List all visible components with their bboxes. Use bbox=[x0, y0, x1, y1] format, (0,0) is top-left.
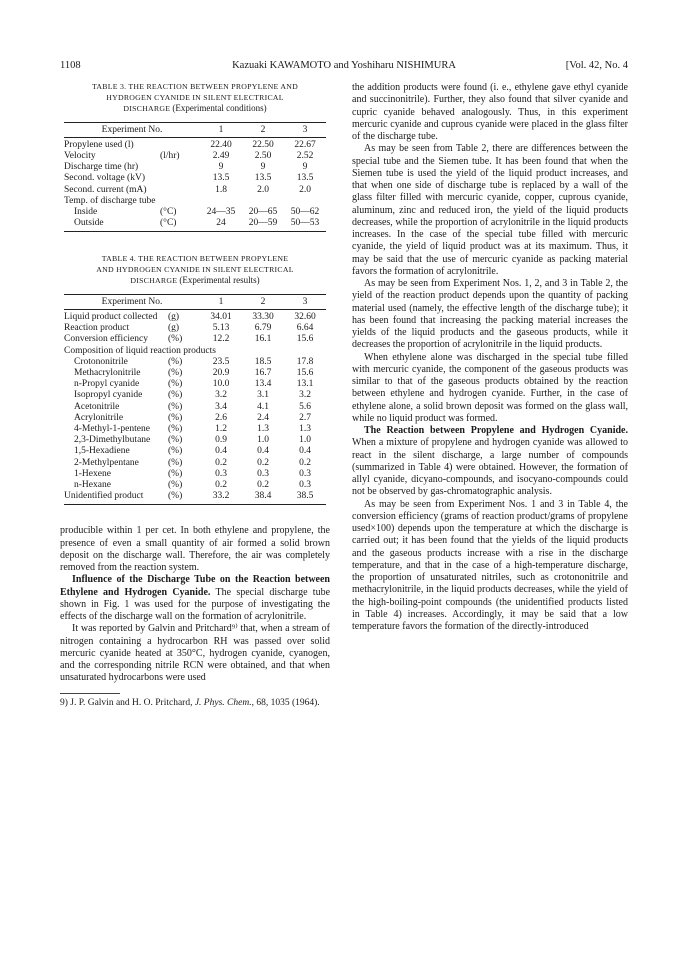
running-header bbox=[60, 60, 628, 76]
table3-caption-line3a: DISCHARGE bbox=[123, 104, 171, 113]
row-label: Conversion efficiency bbox=[64, 334, 148, 345]
table-cell: 17.8 bbox=[296, 356, 314, 367]
table-cell: 10.0 bbox=[212, 379, 230, 390]
row-label: 1,5-Hexadiene bbox=[74, 446, 130, 457]
table-row bbox=[64, 162, 326, 173]
table-cell: 13.1 bbox=[296, 379, 314, 390]
row-unit: (%) bbox=[168, 356, 183, 367]
right-paragraph: As may be seen from Table 2, there are differences between the special tube and the Siemen tube. It has been found that when the Siemen tube is used the yield of the liquid product increases, and that when one side of discharge tube is replaced by a wall of the glass filter filled with mercuric cyanide, copper, cuprous cyanide, aluminum, zinc and reduced iron, the yield of the liquid products decreases, while the proportion of acrylonitrile in the liquid products increases. In the case of the special tube filled with mercuric cyanide, the yield of liquid product was at its maximum. Thus, it may be said that the use of mercuric cyanide as packing material favors the formation of acrylonitrile. bbox=[352, 143, 628, 277]
row-unit: (%) bbox=[168, 480, 183, 491]
table-cell: 0.4 bbox=[215, 446, 227, 457]
left-paragraph-section bbox=[60, 574, 330, 623]
row-label: Propylene used (l) bbox=[64, 139, 134, 150]
row-label: n-Hexane bbox=[74, 480, 111, 491]
right-paragraph: the addition products were found (i. e., ethylene gave ethyl cyanide and succinonitrile). Further, they also found that silver cyanide and cupric cyanide behaved analogously. Thus, in this experiment mercuric cyanide and cuprous cyanide were placed in the glass filter of the discharge tube. bbox=[352, 82, 628, 142]
table-cell: 1.8 bbox=[215, 184, 227, 195]
table-cell: 5.6 bbox=[299, 401, 311, 412]
table-row bbox=[64, 334, 326, 345]
table4-header-row bbox=[64, 294, 326, 309]
table-row bbox=[64, 368, 326, 379]
table-cell: 5.13 bbox=[212, 323, 230, 334]
table-cell: 0.4 bbox=[257, 446, 269, 457]
table-cell: 33.2 bbox=[212, 491, 230, 502]
table4-caption-line3a: DISCHARGE bbox=[130, 276, 178, 286]
right-paragraph-section bbox=[352, 425, 628, 499]
table4-col-header: 3 bbox=[302, 296, 308, 307]
row-unit: (%) bbox=[168, 446, 183, 457]
row-label: Second. current (mA) bbox=[64, 184, 147, 195]
table-cell: 50—53 bbox=[290, 218, 320, 229]
table3-caption bbox=[60, 82, 330, 115]
table-cell: 16.1 bbox=[254, 334, 272, 345]
table4-col-header: 2 bbox=[260, 296, 266, 307]
table-cell: 2.52 bbox=[296, 150, 314, 161]
table-cell: 1.3 bbox=[257, 424, 269, 435]
table-cell: 0.2 bbox=[257, 457, 269, 468]
header-volume: [Vol. 42, No. 4 bbox=[565, 60, 628, 71]
row-unit: (%) bbox=[168, 457, 183, 468]
row-label: Unidentified product bbox=[64, 491, 144, 502]
table-row bbox=[64, 310, 326, 324]
table3-col-header: 1 bbox=[218, 124, 224, 135]
table4-caption-line2: AND HYDROGEN CYANIDE IN SILENT ELECTRICAL bbox=[96, 264, 294, 274]
table-cell: 6.79 bbox=[254, 323, 272, 334]
table-cell: 18.5 bbox=[254, 356, 272, 367]
page-number: 1108 bbox=[60, 60, 81, 71]
row-unit: (%) bbox=[168, 424, 183, 435]
table-cell: 9 bbox=[218, 162, 224, 173]
table-row bbox=[64, 446, 326, 457]
table-cell: 23.5 bbox=[212, 356, 230, 367]
table-cell: 2.0 bbox=[257, 184, 269, 195]
paragraph-body: When a mixture of propylene and hydrogen cyanide was allowed to react in the silent discharge, a large number of compounds (summarized in Table 4) were obtained. However, the formation of allyl cyanide, dicyano-compounds, and isocyano-compounds could not be observed by gas-chromatographic analysis. bbox=[352, 437, 628, 498]
row-label: Inside bbox=[74, 206, 98, 217]
right-paragraph: When ethylene alone was discharged in the special tube filled with mercuric cyanide, the component of the gaseous products was similar to that of the gaseous products obtained by the reaction between ethylene and hydrogen cyanide. Further, in the case of ethylene alone, a solid brown deposit was formed on the glass wall, while no liquid product was formed. bbox=[352, 351, 628, 424]
table-cell: 13.4 bbox=[254, 379, 272, 390]
row-label: Velocity bbox=[64, 150, 96, 161]
table-cell: 0.2 bbox=[299, 457, 311, 468]
footnote-text: 9) J. P. Galvin and H. O. Pritchard, bbox=[60, 697, 195, 708]
table-cell: 3.2 bbox=[299, 390, 311, 401]
table-row bbox=[64, 424, 326, 435]
footnote-ref: , 68, 1035 (1964). bbox=[251, 697, 320, 708]
table-row bbox=[64, 323, 326, 334]
table-cell: 4.1 bbox=[257, 401, 269, 412]
row-unit: (%) bbox=[168, 435, 183, 446]
table-row bbox=[64, 390, 326, 401]
row-unit: (°C) bbox=[160, 218, 177, 229]
table-subheading-row bbox=[64, 346, 326, 357]
table-cell: 22.67 bbox=[294, 139, 316, 150]
table-cell: 0.3 bbox=[215, 468, 227, 479]
table-cell: 1.2 bbox=[215, 424, 227, 435]
table-cell: 13.5 bbox=[296, 173, 314, 184]
table-subheading: Composition of liquid reaction products bbox=[64, 345, 216, 356]
table3-col-header: 2 bbox=[260, 124, 266, 135]
table-cell: 15.6 bbox=[296, 334, 314, 345]
table-row bbox=[64, 357, 326, 368]
row-unit bbox=[160, 137, 200, 151]
table-cell: 0.4 bbox=[299, 446, 311, 457]
table-cell: 33.30 bbox=[252, 312, 274, 323]
table-cell: 0.9 bbox=[215, 435, 227, 446]
footnote-rule bbox=[60, 693, 120, 694]
table-cell: 0.3 bbox=[257, 468, 269, 479]
table-row bbox=[64, 435, 326, 446]
row-unit bbox=[160, 173, 200, 184]
section-heading: Influence of the Discharge Tube on the Reaction between Ethylene and Hydrogen Cyanide. bbox=[60, 574, 330, 598]
table-row bbox=[64, 379, 326, 390]
footnote bbox=[60, 698, 330, 710]
table-cell: 3.4 bbox=[215, 401, 227, 412]
table-cell: 2.50 bbox=[254, 150, 272, 161]
row-unit: (%) bbox=[168, 368, 183, 379]
table-row bbox=[64, 413, 326, 424]
right-paragraph: As may be seen from Experiment Nos. 1, 2, and 3 in Table 2, the yield of the reaction product depends upon the quantity of packing material used (namely, the effective length of the discharge tube); it has been found that increasing the packing material increases the yields of the liquid products and the gaseous products, while it decreases the proportion of acrylonitrile in the liquid products. bbox=[352, 278, 628, 351]
row-label: n-Propyl cyanide bbox=[74, 379, 140, 390]
header-authors: Kazuaki KAWAMOTO and Yoshiharu NISHIMURA bbox=[232, 60, 456, 71]
table4-caption-line3b: (Experimental results) bbox=[179, 275, 260, 286]
row-unit: (%) bbox=[168, 390, 183, 401]
table-cell: 2.4 bbox=[257, 412, 269, 423]
row-unit: (%) bbox=[168, 412, 183, 423]
table-row bbox=[64, 458, 326, 469]
row-label: Outside bbox=[74, 218, 104, 229]
table4-caption bbox=[60, 254, 330, 287]
table-cell: 2.49 bbox=[212, 150, 230, 161]
row-label: Acetonitrile bbox=[74, 401, 120, 412]
table-cell: 0.2 bbox=[215, 457, 227, 468]
table4-caption-line1: TABLE 4. THE REACTION BETWEEN PROPYLENE bbox=[101, 254, 289, 264]
right-column bbox=[352, 82, 628, 633]
table-cell: 1.0 bbox=[257, 435, 269, 446]
table-cell: 9 bbox=[260, 162, 266, 173]
table-row bbox=[64, 185, 326, 196]
table-row bbox=[64, 207, 326, 218]
table-cell: 3.2 bbox=[215, 390, 227, 401]
row-unit: (%) bbox=[168, 468, 183, 479]
left-column bbox=[60, 82, 330, 709]
table-cell: 0.2 bbox=[257, 480, 269, 491]
section-heading: The Reaction between Propylene and Hydrogen Cyanide. bbox=[364, 425, 628, 436]
left-paragraph: It was reported by Galvin and Pritchard⁹⁾ that, when a stream of nitrogen containing a hydrocarbon RH was passed over solid mercuric cyanide heated at 350°C, hydrogen cyanide, cyanogen, and the corresponding nitrile RCN were obtained, and that when unsaturated hydrocarbons were used bbox=[60, 623, 330, 684]
table-cell: 24—35 bbox=[206, 206, 236, 217]
row-unit: (%) bbox=[168, 401, 183, 412]
paragraph-body: The special discharge tube shown in Fig. 1 was used for the purpose of investigating the effects of the discharge wall on the formation of acrylonitrile. bbox=[60, 586, 331, 623]
table-row bbox=[64, 480, 326, 491]
table3-caption-line1: TABLE 3. THE REACTION BETWEEN PROPYLENE AND bbox=[92, 82, 298, 91]
table3-col-header: Experiment No. bbox=[101, 124, 163, 135]
row-unit: (%) bbox=[168, 379, 183, 390]
table3-header-row bbox=[64, 122, 326, 137]
row-label: Liquid product collected bbox=[64, 312, 158, 323]
table-cell: 3.1 bbox=[257, 390, 269, 401]
table-row bbox=[64, 173, 326, 184]
table-cell: 50—62 bbox=[290, 206, 320, 217]
table-cell: 9 bbox=[302, 162, 308, 173]
row-unit: (%) bbox=[168, 334, 183, 345]
table-row bbox=[64, 151, 326, 162]
row-label: Crotononitrile bbox=[74, 356, 128, 367]
table-subheading-row bbox=[64, 196, 326, 207]
table-row bbox=[64, 491, 326, 505]
table-cell: 32.60 bbox=[294, 312, 316, 323]
table-subheading: Temp. of discharge tube bbox=[64, 195, 156, 206]
row-label: Reaction product bbox=[64, 323, 130, 334]
table-cell: 20.9 bbox=[212, 368, 230, 379]
table-cell: 16.7 bbox=[254, 368, 272, 379]
row-label: Second. voltage (kV) bbox=[64, 173, 145, 184]
table4 bbox=[64, 294, 326, 506]
table-cell: 2.6 bbox=[215, 412, 227, 423]
table3-caption-line2: HYDROGEN CYANIDE IN SILENT ELECTRICAL bbox=[106, 92, 284, 102]
table-cell: 13.5 bbox=[254, 173, 272, 184]
table-cell: 0.2 bbox=[215, 480, 227, 491]
table-cell: 38.4 bbox=[254, 491, 272, 502]
table-row bbox=[64, 137, 326, 151]
row-unit bbox=[160, 185, 200, 196]
row-label: 1-Hexene bbox=[74, 468, 111, 479]
table-cell: 22.40 bbox=[210, 139, 232, 150]
table-cell: 2.7 bbox=[299, 412, 311, 423]
table-row bbox=[64, 218, 326, 232]
row-label: Isopropyl cyanide bbox=[74, 390, 143, 401]
table3-caption-line3b: (Experimental conditions) bbox=[172, 103, 267, 113]
table-cell: 22.50 bbox=[252, 139, 274, 150]
row-label: 2,3-Dimethylbutane bbox=[74, 435, 151, 446]
row-label: Discharge time (hr) bbox=[64, 162, 139, 173]
table-cell: 0.3 bbox=[299, 480, 311, 491]
table-cell: 2.0 bbox=[299, 184, 311, 195]
row-label: 4-Methyl-1-pentene bbox=[74, 424, 150, 435]
table-cell: 38.5 bbox=[296, 491, 314, 502]
row-unit: (l/hr) bbox=[160, 150, 180, 161]
table-cell: 34.01 bbox=[210, 312, 232, 323]
table-cell: 20—65 bbox=[248, 206, 278, 217]
table4-col-header: 1 bbox=[218, 296, 224, 307]
table-cell: 0.3 bbox=[299, 468, 311, 479]
table-cell: 13.5 bbox=[212, 173, 230, 184]
table-cell: 1.3 bbox=[299, 424, 311, 435]
table-row bbox=[64, 402, 326, 413]
right-paragraph: As may be seen from Experiment Nos. 1 and 3 in Table 4, the conversion efficiency (grams of reaction product/grams of propylene used×100) depends upon the temperature at which the discharge is carried out; it has been found that the yields of the liquid products and the gaseous products increase with a rise in the discharge temperature, and that in the case of a high-temperature discharge, the proportion of unsaturated nitriles, such as crotononitrile and methacrylonitrile, in the liquid products decreases, while the yield of the high-boiling-point compounds (the unidentified products listed in Table 4) increases. Accordingly, it may be said that a low temperature favors the formation of the directly-introduced bbox=[352, 498, 628, 632]
row-label: 2-Methylpentane bbox=[74, 457, 139, 468]
row-label: Methacrylonitrile bbox=[74, 368, 141, 379]
row-label: Acrylonitrile bbox=[74, 412, 124, 423]
footnote-journal: J. Phys. Chem. bbox=[194, 697, 252, 708]
row-unit: (%) bbox=[168, 491, 183, 502]
table-cell: 15.6 bbox=[296, 368, 314, 379]
table-cell: 6.64 bbox=[296, 323, 314, 334]
row-unit: (g) bbox=[168, 312, 180, 323]
table-cell: 1.0 bbox=[299, 435, 311, 446]
left-paragraph: producible within 1 per cet. In both ethylene and propylene, the presence of even a small quantity of air formed a solid brown deposit on the discharge wall. Therefore, the air was completely removed from the reaction system. bbox=[60, 525, 330, 574]
table-cell: 20—59 bbox=[248, 218, 278, 229]
table-cell: 24 bbox=[216, 218, 226, 229]
table-row bbox=[64, 469, 326, 480]
row-unit: (°C) bbox=[160, 206, 177, 217]
row-unit bbox=[160, 162, 200, 173]
row-unit: (g) bbox=[168, 323, 180, 334]
table-cell: 12.2 bbox=[212, 334, 230, 345]
table4-col-header: Experiment No. bbox=[101, 296, 163, 307]
table3-col-header: 3 bbox=[302, 124, 308, 135]
table3 bbox=[64, 122, 326, 233]
